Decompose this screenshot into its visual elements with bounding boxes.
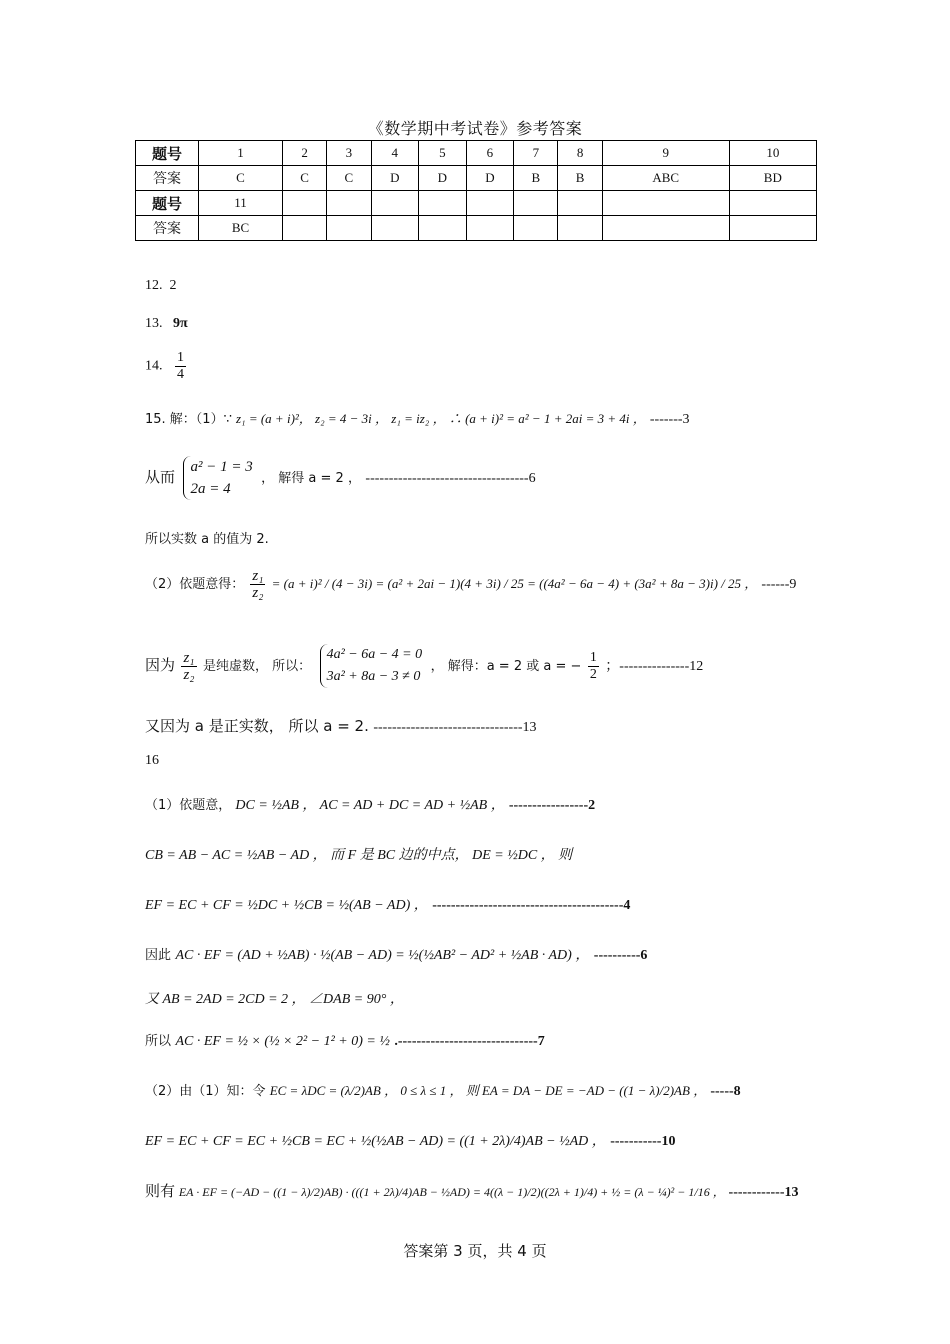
- q16-line-6: [145, 1030, 545, 1050]
- text-prefix: 所以: [145, 1034, 172, 1049]
- text-mid: 是纯虚数， 所以：: [202, 659, 312, 674]
- row-label: 答案: [136, 166, 199, 191]
- table-cell: [327, 216, 371, 241]
- question-number: 14.: [145, 358, 163, 374]
- q16-line-9: [145, 1180, 798, 1201]
- table-cell: [371, 216, 419, 241]
- q16-line-4: [145, 944, 647, 964]
- score-mark: ------------13: [728, 1185, 799, 1200]
- page-title: 《数学期中考试卷》参考答案: [367, 119, 583, 138]
- fraction-denominator: z₂: [183, 666, 195, 683]
- table-cell: 8: [558, 141, 602, 166]
- math-expression: = (a + i)² / (4 − 3i) = (a² + 2ai − 1)(4 + 3i) / 25 = ((4a² − 6a − 4) + (3a² + 8a − 3)i) / 25 ，: [271, 576, 758, 591]
- equation: 4a² − 6a − 4 = 0: [326, 647, 423, 662]
- score-mark: -------3: [649, 412, 690, 427]
- table-cell: D: [371, 166, 419, 191]
- row-label: 题号: [136, 191, 199, 216]
- fraction-denominator: 4: [177, 367, 184, 382]
- table-cell: B: [514, 166, 558, 191]
- table-cell: [558, 216, 602, 241]
- equation: 2a = 4: [190, 481, 231, 497]
- q15-line-1: [145, 408, 690, 428]
- row-label: 答案: [136, 216, 199, 241]
- text-prefix: （2）由（1）知：令: [145, 1084, 266, 1099]
- table-cell: [602, 216, 729, 241]
- table-cell: [558, 191, 602, 216]
- table-cell: [419, 216, 467, 241]
- q15-line-5: [145, 644, 703, 688]
- q15-line-6: [145, 715, 537, 736]
- score-mark: ------9: [761, 577, 797, 592]
- question-number: 13.: [145, 316, 163, 331]
- q16-line-5: 又 AB = 2AD = 2CD = 2 ， ∠DAB = 90° ，: [145, 992, 404, 1007]
- table-cell: [602, 191, 729, 216]
- score-mark: -----8: [710, 1084, 741, 1099]
- score-mark: -----------------------------------6: [365, 471, 536, 486]
- table-cell: 9: [602, 141, 729, 166]
- math-expression: DC = ½AB ， AC = AD + DC = AD + ½AB ，: [235, 798, 505, 813]
- q15-line-3: 所以实数 a 的值为 2.: [145, 532, 269, 547]
- score-mark: ----------6: [593, 948, 648, 963]
- equation-system: [183, 456, 252, 500]
- table-cell: [514, 191, 558, 216]
- math-expression: CB = AB − AC = ½AB − AD ， 而 F 是 BC 边的中点， DE = ½DC ， 则: [145, 848, 573, 863]
- table-cell: [371, 191, 419, 216]
- equation: a² − 1 = 3: [190, 459, 253, 475]
- text-after: ， 解得：a = 2 或 a = −: [430, 659, 582, 674]
- fraction-numerator: 1: [177, 350, 184, 365]
- table-row-numbers: [136, 141, 817, 166]
- math-expression: EC = λDC = (λ/2)AB ， 0 ≤ λ ≤ 1 ， 则 EA = DA − DE = −AD − ((1 − λ)/2)AB ，: [269, 1083, 707, 1098]
- q16-line-1: [145, 794, 595, 814]
- table-cell: 4: [371, 141, 419, 166]
- math-expression: z₁ = (a + i)²， z₂ = 4 − 3i ， z₁ = iz₂ ， ∴ (a + i)² = a² − 1 + 2ai = 3 + 4i ，: [236, 411, 646, 426]
- table-row-numbers: [136, 191, 817, 216]
- table-cell: 5: [419, 141, 467, 166]
- math-expression: EA · EF = (−AD − ((1 − λ)/2)AB) · (((1 + 2λ)/4)AB − ½AD) = 4((λ − 1)/2)((2λ + 1)/4) + ½ = (λ − ¼)² − 1/16 ，: [178, 1185, 725, 1199]
- table-cell: C: [327, 166, 371, 191]
- score-mark: -----------10: [610, 1134, 676, 1149]
- page-footer: 答案第 3 页，共 4 页: [403, 1242, 547, 1260]
- score-mark: -----------------2: [508, 798, 596, 813]
- math-expression: EF = EC + CF = EC + ½CB = EC + ½(½AB − AD) = ((1 + 2λ)/4)AB − ½AD ，: [145, 1134, 606, 1149]
- text-prefix: （1）依题意，: [145, 798, 232, 813]
- table-cell: [327, 191, 371, 216]
- score-mark: -----------------------------------------4: [432, 898, 631, 913]
- half-fraction: [588, 650, 599, 683]
- q15-line-4: [145, 568, 796, 601]
- table-cell: [466, 216, 514, 241]
- text-prefix: 则有: [145, 1182, 176, 1200]
- q16-line-2: [145, 844, 572, 864]
- table-cell: C: [282, 166, 326, 191]
- table-row-answers: [136, 216, 817, 241]
- equation: 3a² + 8a − 3 ≠ 0: [326, 669, 421, 684]
- answer-table: [135, 140, 817, 241]
- text-mid: ， 解得 a = 2 ，: [261, 471, 361, 486]
- conclusion-text: 又因为 a 是正实数， 所以 a = 2.: [145, 717, 369, 735]
- table-cell: D: [466, 166, 514, 191]
- math-expression: EF = EC + CF = ½DC + ½CB = ½(AB − AD) ，: [145, 898, 428, 913]
- math-expression: AC · EF = (AD + ½AB) · ½(AB − AD) = ½(½AB² − AD² + ½AB · AD) ，: [175, 948, 590, 963]
- table-cell: ABC: [602, 166, 729, 191]
- table-cell: BC: [199, 216, 283, 241]
- answer-value: 9π: [173, 316, 188, 331]
- fraction-denominator: z₂: [252, 585, 264, 601]
- q16-line-7: [145, 1080, 741, 1100]
- text-prefix: （2）依题意得：: [145, 577, 245, 592]
- row-label: 题号: [136, 141, 199, 166]
- score-mark: --------------------------------13: [373, 720, 537, 735]
- fraction-numerator: z₁: [252, 568, 264, 584]
- table-cell: BD: [729, 166, 816, 191]
- table-cell: C: [199, 166, 283, 191]
- table-cell: [514, 216, 558, 241]
- table-cell: [419, 191, 467, 216]
- table-row-answers: [136, 166, 817, 191]
- table-cell: [282, 216, 326, 241]
- answer-14: [145, 350, 188, 383]
- question-number: 12.: [145, 278, 163, 293]
- table-cell: [282, 191, 326, 216]
- table-cell: 11: [199, 191, 283, 216]
- fraction-numerator: z₁: [183, 649, 195, 666]
- table-cell: B: [558, 166, 602, 191]
- text-prefix: 从而: [145, 468, 176, 486]
- q16-number: 16: [145, 753, 159, 768]
- solution-prefix: 15. 解：（1）∵: [145, 412, 232, 427]
- q16-line-8: [145, 1130, 675, 1150]
- table-cell: 3: [327, 141, 371, 166]
- q15-line-2: [145, 456, 536, 500]
- equation-system: [320, 644, 423, 688]
- answer-fraction: [175, 350, 186, 383]
- table-cell: 10: [729, 141, 816, 166]
- score-mark: ；---------------12: [605, 659, 704, 674]
- table-cell: D: [419, 166, 467, 191]
- fraction-numerator: 1: [589, 649, 597, 665]
- table-cell: [466, 191, 514, 216]
- table-cell: 7: [514, 141, 558, 166]
- score-mark: .------------------------------7: [394, 1034, 545, 1049]
- answer-value: 2: [169, 278, 177, 293]
- table-cell: [729, 216, 816, 241]
- table-cell: [729, 191, 816, 216]
- math-expression: AC · EF = ½ × (½ × 2² − 1² + 0) = ½: [175, 1034, 390, 1049]
- table-cell: 6: [466, 141, 514, 166]
- answer-12: [145, 278, 177, 294]
- fraction-denominator: 2: [589, 666, 597, 682]
- text-prefix: 因为: [145, 656, 176, 674]
- table-cell: 2: [282, 141, 326, 166]
- z-fraction: [250, 568, 265, 601]
- answer-13: [145, 316, 188, 332]
- text-prefix: 因此: [145, 948, 172, 963]
- table-cell: 1: [199, 141, 283, 166]
- q16-line-3: [145, 894, 630, 914]
- z-fraction: [181, 650, 196, 683]
